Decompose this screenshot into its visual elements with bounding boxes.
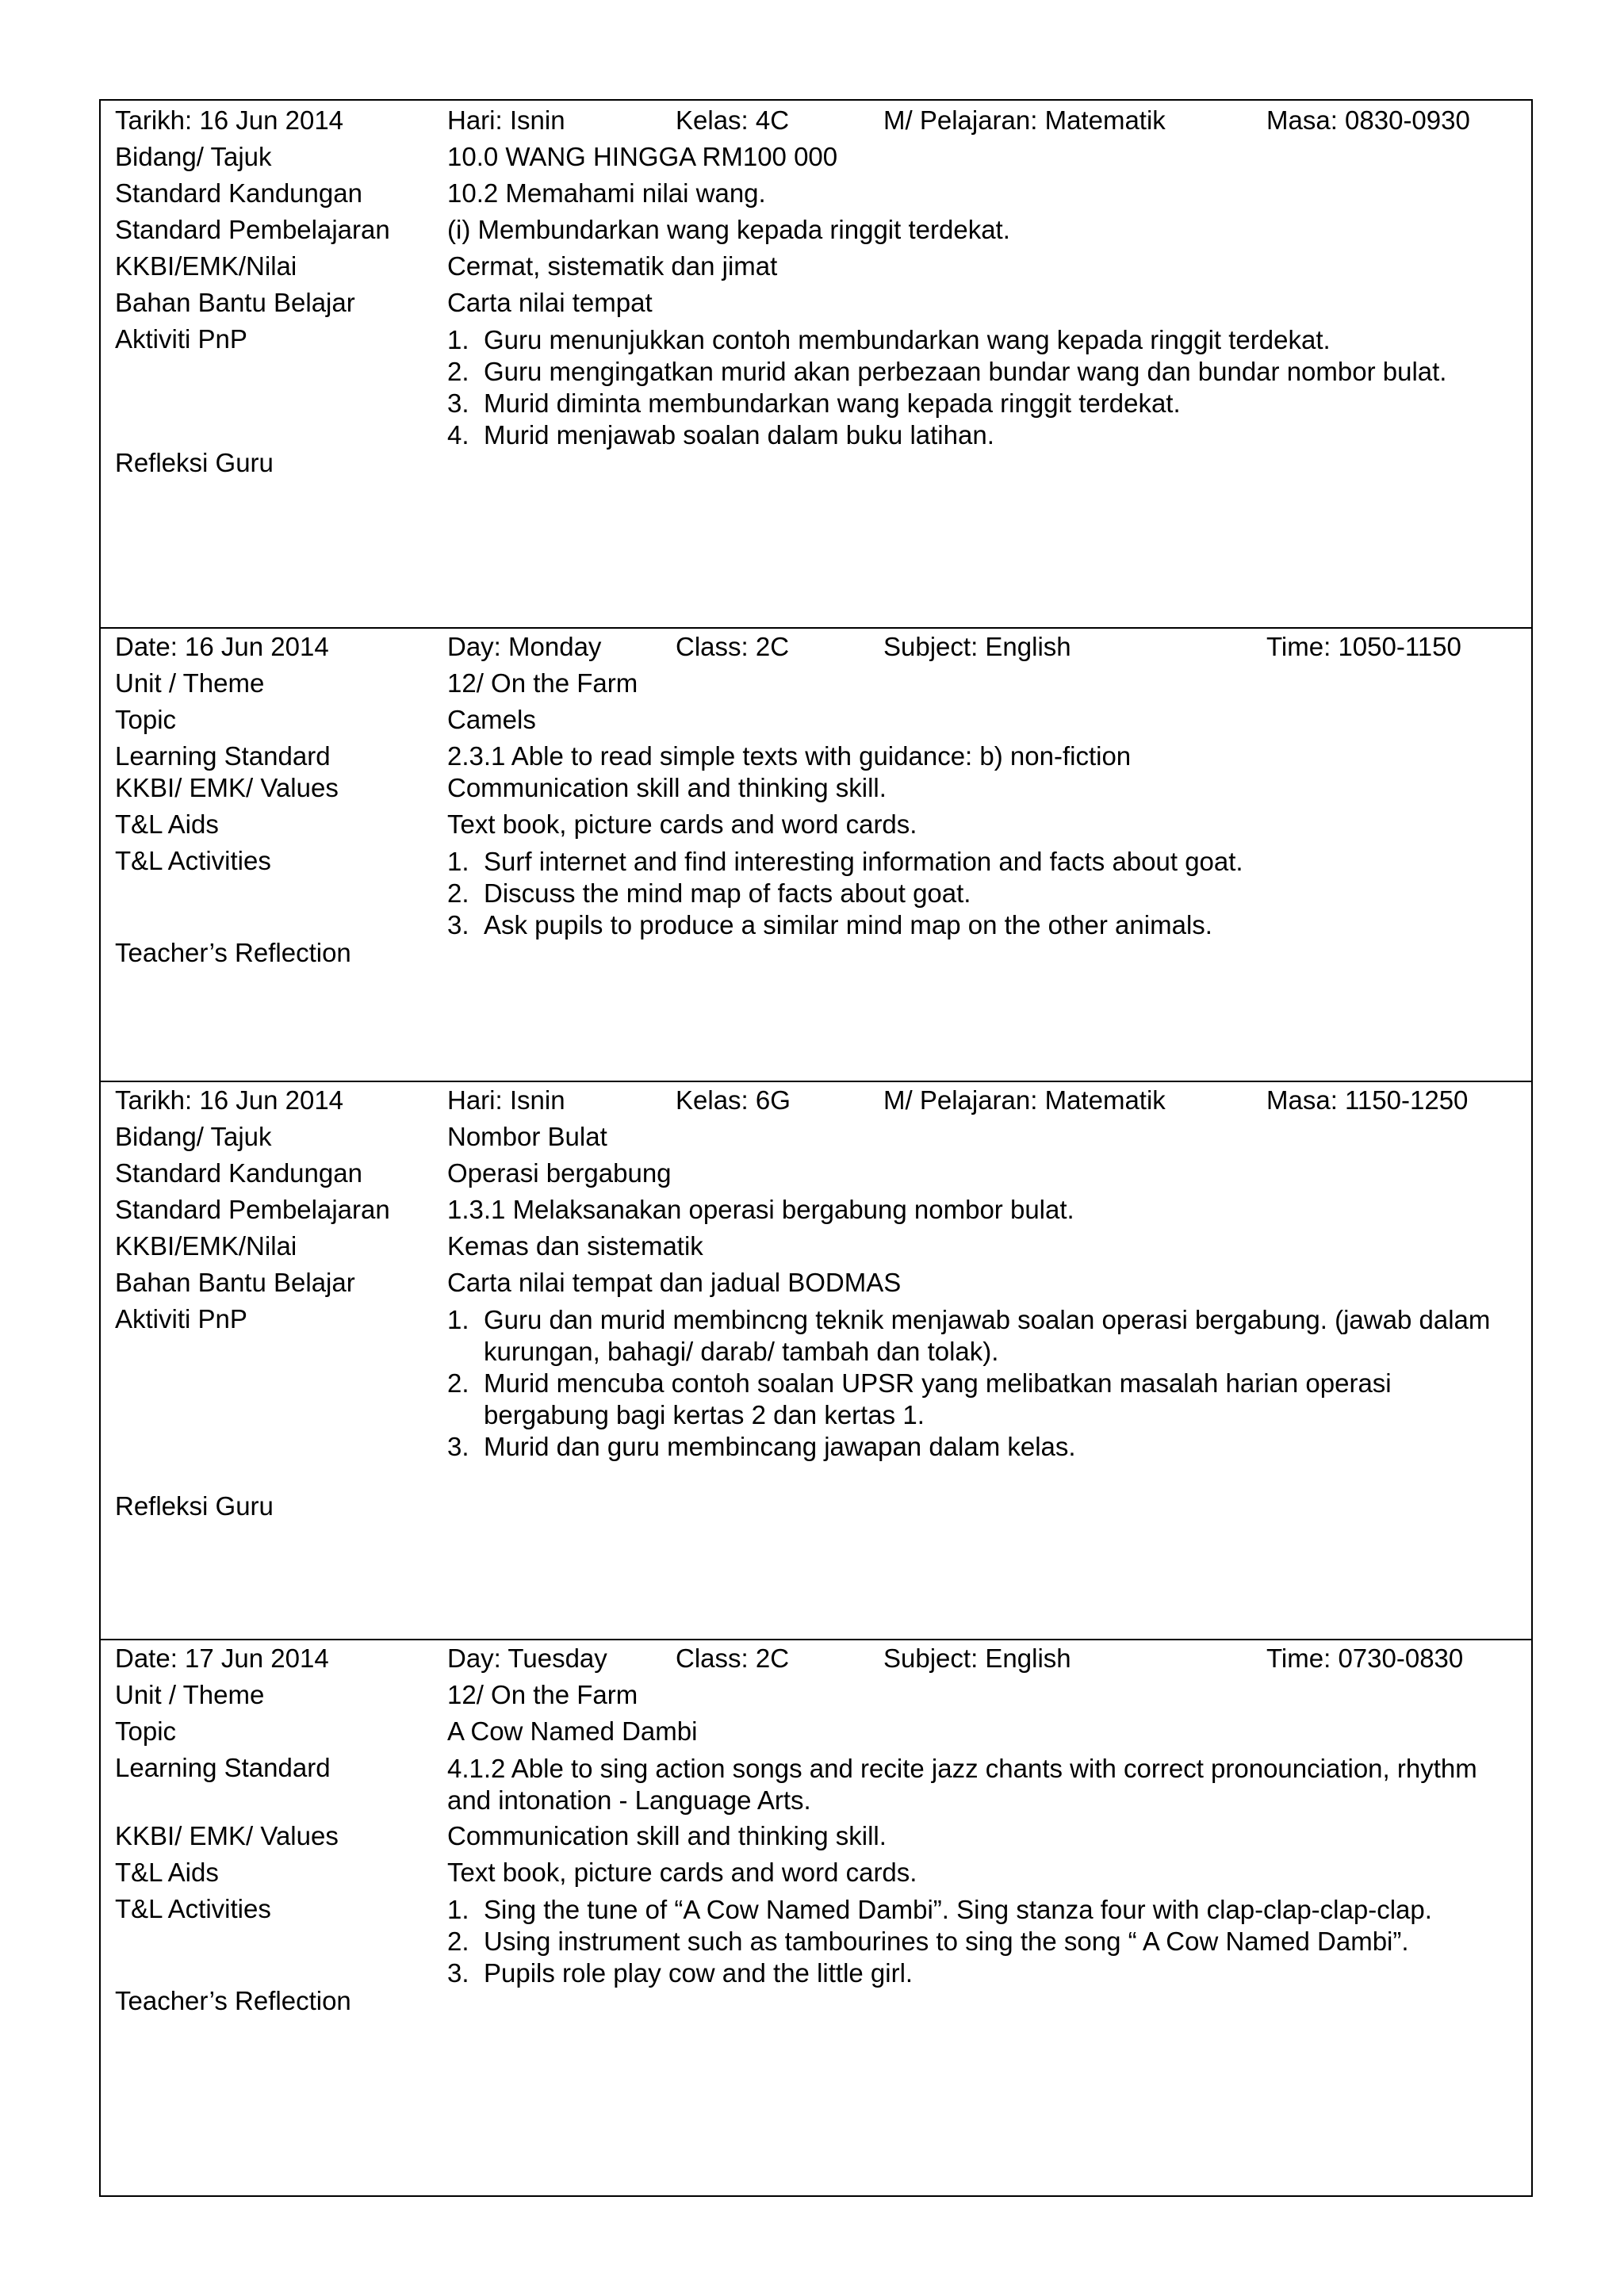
reflection-label: Refleksi Guru <box>115 1491 274 1521</box>
lesson-date: Tarikh: 16 Jun 2014 <box>115 1085 344 1115</box>
lesson-date: Date: 16 Jun 2014 <box>115 632 329 661</box>
row-value: Text book, picture cards and word cards. <box>447 1858 917 1887</box>
reflection-label: Refleksi Guru <box>115 448 274 477</box>
row-value: Operasi bergabung <box>447 1158 672 1188</box>
row-value: Nombor Bulat <box>447 1122 607 1151</box>
list-item <box>447 878 1523 909</box>
row-label: Unit / Theme <box>115 668 265 698</box>
row-label: Standard Kandungan <box>115 178 362 208</box>
row-label: KKBI/ EMK/ Values <box>115 1821 339 1850</box>
reflection-label: Teacher’s Reflection <box>115 1986 351 2015</box>
lesson-block-3 <box>101 1081 1531 1640</box>
lesson-day: Day: Monday <box>447 632 602 661</box>
activities-list <box>447 1304 1523 1463</box>
list-item <box>447 1368 1523 1431</box>
list-item <box>447 1894 1523 1926</box>
lesson-block-4 <box>101 1639 1531 2197</box>
item-text: Sing the tune of “A Cow Named Dambi”. Sing stanza four with clap-clap-clap-clap. <box>484 1895 1432 1924</box>
list-item <box>447 419 1523 451</box>
lesson-subject: M/ Pelajaran: Matematik <box>883 1085 1166 1115</box>
list-item <box>447 846 1523 878</box>
list-item <box>447 324 1523 356</box>
item-text: Guru dan murid membincng teknik menjawab soalan operasi bergabung. (jawab dalam kurungan, bahagi/ darab/ tambah dan tolak). <box>484 1305 1491 1366</box>
reflection-label: Teacher’s Reflection <box>115 938 351 967</box>
row-label: Standard Pembelajaran <box>115 1195 390 1224</box>
lesson-block-1 <box>101 101 1531 629</box>
activities-list <box>447 1894 1523 1989</box>
row-value: Text book, picture cards and word cards. <box>447 809 917 839</box>
activities-label: T&L Activities <box>115 846 271 875</box>
item-number: 2. <box>447 1927 469 1956</box>
row-value: 12/ On the Farm <box>447 1680 638 1709</box>
row-value: A Cow Named Dambi <box>447 1716 698 1746</box>
lesson-time: Time: 1050-1150 <box>1266 632 1461 661</box>
row-value: Cermat, sistematik dan jimat <box>447 251 778 281</box>
lesson-date: Tarikh: 16 Jun 2014 <box>115 105 344 135</box>
item-text: Murid menjawab soalan dalam buku latihan. <box>484 420 994 450</box>
row-label: T&L Aids <box>115 809 219 839</box>
row-label: Topic <box>115 705 177 734</box>
lesson-subject: Subject: English <box>883 1644 1071 1673</box>
lesson-subject: Subject: English <box>883 632 1071 661</box>
lesson-time: Masa: 1150-1250 <box>1266 1085 1469 1115</box>
lesson-plan-frame <box>99 99 1533 2197</box>
row-value: 10.0 WANG HINGGA RM100 000 <box>447 142 838 171</box>
row-value: Carta nilai tempat dan jadual BODMAS <box>447 1268 902 1297</box>
list-item <box>447 388 1523 419</box>
item-text: Ask pupils to produce a similar mind map on the other animals. <box>484 910 1212 939</box>
list-item <box>447 356 1523 388</box>
item-number: 1. <box>447 847 469 876</box>
item-text: Murid diminta membundarkan wang kepada ringgit terdekat. <box>484 388 1181 418</box>
list-item <box>447 1431 1523 1463</box>
activities-label: T&L Activities <box>115 1894 271 1923</box>
row-label: Topic <box>115 1716 177 1746</box>
row-label: KKBI/EMK/Nilai <box>115 1231 297 1261</box>
row-label: KKBI/EMK/Nilai <box>115 251 297 281</box>
lesson-date: Date: 17 Jun 2014 <box>115 1644 329 1673</box>
item-number: 1. <box>447 1895 469 1924</box>
row-value: Camels <box>447 705 536 734</box>
lesson-header <box>101 1081 1531 1117</box>
activities-label: Aktiviti PnP <box>115 324 247 354</box>
row-value: 1.3.1 Melaksanakan operasi bergabung nombor bulat. <box>447 1195 1074 1224</box>
row-value: 4.1.2 Able to sing action songs and recite jazz chants with correct pronounciation, rhythm and intonation - Language Arts. <box>447 1754 1477 1815</box>
item-text: Murid dan guru membincang jawapan dalam kelas. <box>484 1432 1076 1461</box>
item-number: 4. <box>447 420 469 450</box>
lesson-time: Masa: 0830-0930 <box>1266 105 1470 135</box>
item-number: 2. <box>447 357 469 386</box>
lesson-class: Kelas: 6G <box>676 1085 791 1115</box>
row-label: Bidang/ Tajuk <box>115 1122 272 1151</box>
item-number: 3. <box>447 388 469 418</box>
list-item <box>447 1957 1523 1989</box>
row-label: Standard Pembelajaran <box>115 215 390 244</box>
item-text: Murid mencuba contoh soalan UPSR yang melibatkan masalah harian operasi bergabung bagi kertas 2 dan kertas 1. <box>484 1368 1392 1429</box>
row-label: Learning Standard <box>115 741 331 771</box>
lesson-header <box>101 1639 1531 1675</box>
row-label: Standard Kandungan <box>115 1158 362 1188</box>
row-label: Unit / Theme <box>115 1680 265 1709</box>
lesson-class: Class: 2C <box>676 1644 790 1673</box>
lesson-class: Class: 2C <box>676 632 790 661</box>
lesson-class: Kelas: 4C <box>676 105 790 135</box>
item-number: 3. <box>447 1958 469 1988</box>
item-number: 2. <box>447 878 469 908</box>
row-label: Bahan Bantu Belajar <box>115 288 355 317</box>
item-text: Using instrument such as tambourines to sing the song “ A Cow Named Dambi”. <box>484 1927 1409 1956</box>
lesson-subject: M/ Pelajaran: Matematik <box>883 105 1166 135</box>
item-number: 3. <box>447 1432 469 1461</box>
item-number: 2. <box>447 1368 469 1398</box>
lesson-block-2 <box>101 627 1531 1082</box>
item-number: 3. <box>447 910 469 939</box>
row-value: 12/ On the Farm <box>447 668 638 698</box>
item-text: Pupils role play cow and the little girl. <box>484 1958 914 1988</box>
lesson-header <box>101 627 1531 664</box>
lesson-time: Time: 0730-0830 <box>1266 1644 1464 1673</box>
item-text: Guru mengingatkan murid akan perbezaan bundar wang dan bundar nombor bulat. <box>484 357 1447 386</box>
list-item <box>447 909 1523 941</box>
row-value: Kemas dan sistematik <box>447 1231 703 1261</box>
item-number: 1. <box>447 1305 469 1334</box>
item-text: Guru menunjukkan contoh membundarkan wang kepada ringgit terdekat. <box>484 325 1331 354</box>
row-label: Learning Standard <box>115 1753 331 1782</box>
row-value: Communication skill and thinking skill. <box>447 1821 887 1850</box>
row-value: 10.2 Memahami nilai wang. <box>447 178 766 208</box>
row-value: Communication skill and thinking skill. <box>447 773 887 802</box>
row-label: Bahan Bantu Belajar <box>115 1268 355 1297</box>
row-label: T&L Aids <box>115 1858 219 1887</box>
lesson-day: Hari: Isnin <box>447 1085 565 1115</box>
activities-list <box>447 846 1523 941</box>
list-item <box>447 1304 1523 1368</box>
row-value: 2.3.1 Able to read simple texts with guidance: b) non-fiction <box>447 741 1132 771</box>
row-value: Carta nilai tempat <box>447 288 653 317</box>
lesson-day: Hari: Isnin <box>447 105 565 135</box>
item-number: 1. <box>447 325 469 354</box>
lesson-day: Day: Tuesday <box>447 1644 607 1673</box>
item-text: Discuss the mind map of facts about goat. <box>484 878 971 908</box>
activities-label: Aktiviti PnP <box>115 1304 247 1334</box>
row-value: (i) Membundarkan wang kepada ringgit terdekat. <box>447 215 1010 244</box>
lesson-header <box>101 101 1531 137</box>
row-label: KKBI/ EMK/ Values <box>115 773 339 802</box>
list-item <box>447 1926 1523 1957</box>
row-label: Bidang/ Tajuk <box>115 142 272 171</box>
item-text: Surf internet and find interesting information and facts about goat. <box>484 847 1243 876</box>
activities-list <box>447 324 1523 451</box>
